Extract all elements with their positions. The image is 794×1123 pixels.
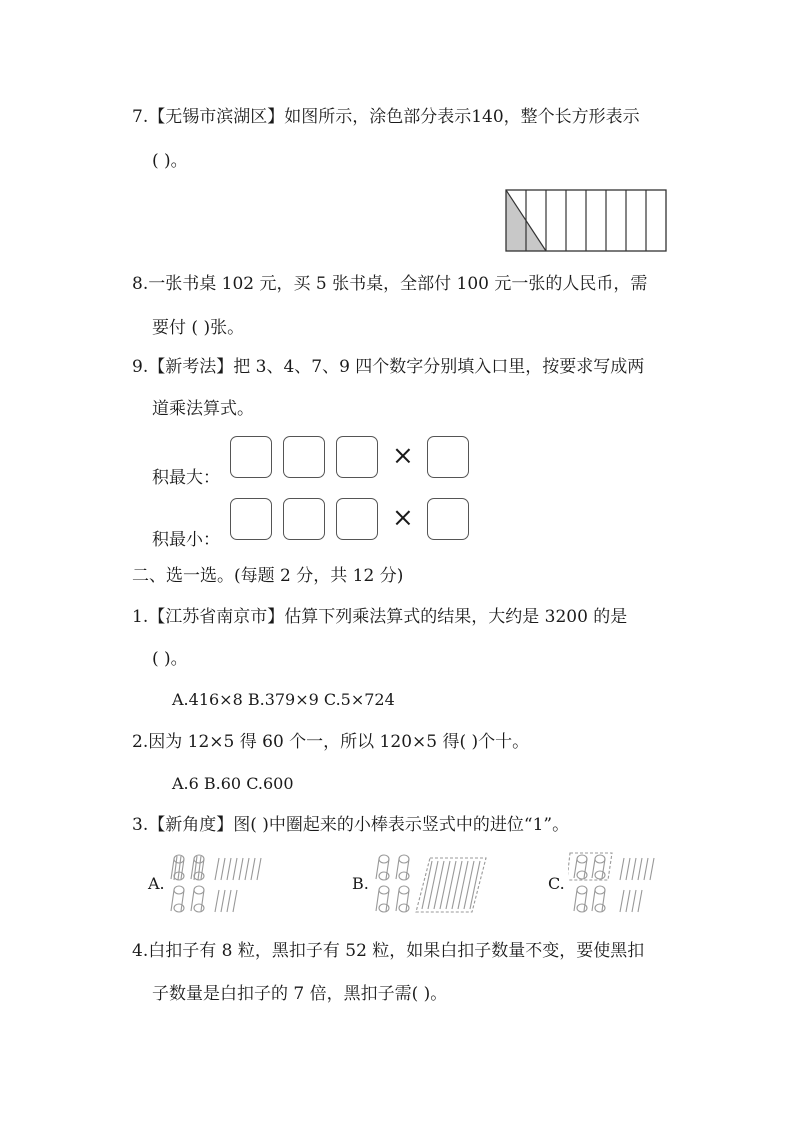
s3-option-a-sticks-image bbox=[167, 852, 267, 916]
times-sign: × bbox=[392, 503, 414, 533]
q9-line1: 9.【新考法】把 3、4、7、9 四个数字分别填入口里，按要求写成两 bbox=[132, 357, 645, 377]
q7-line1: 7.【无锡市滨湖区】如图所示，涂色部分表示140，整个长方形表示 bbox=[132, 107, 640, 127]
s1-options: A.416×8 B.379×9 C.5×724 bbox=[172, 690, 395, 709]
s3-option-a-label: A. bbox=[148, 874, 165, 893]
q9-line2: 道乘法算式。 bbox=[152, 399, 254, 419]
s4-line2: 子数量是白扣子的 7 倍，黑扣子需( )。 bbox=[152, 984, 448, 1004]
answer-box[interactable] bbox=[283, 498, 325, 540]
s2-options: A.6 B.60 C.600 bbox=[172, 774, 294, 793]
s4-line1: 4.白扣子有 8 粒，黑扣子有 52 粒，如果白扣子数量不变，要使黑扣 bbox=[132, 941, 645, 961]
q8-line1: 8.一张书桌 102 元，买 5 张书桌，全部付 100 元一张的人民币，需 bbox=[132, 274, 648, 294]
s3-option-c-label: C. bbox=[548, 874, 565, 893]
answer-box[interactable] bbox=[230, 436, 272, 478]
answer-box[interactable] bbox=[427, 436, 469, 478]
q7-answer-blank: ( )。 bbox=[152, 151, 188, 171]
s3-option-b-sticks-image bbox=[372, 852, 488, 916]
times-sign: × bbox=[392, 441, 414, 471]
q7-rectangle-figure bbox=[505, 189, 669, 253]
answer-box[interactable] bbox=[230, 498, 272, 540]
q8-line2: 要付 ( )张。 bbox=[152, 318, 245, 338]
q9-min-label: 积最小： bbox=[152, 530, 220, 550]
s1-line1: 1.【江苏省南京市】估算下列乘法算式的结果，大约是 3200 的是 bbox=[132, 607, 628, 627]
answer-box[interactable] bbox=[427, 498, 469, 540]
s3-line1: 3.【新角度】图( )中圈起来的小棒表示竖式中的进位“1”。 bbox=[132, 815, 570, 835]
answer-box[interactable] bbox=[336, 498, 378, 540]
answer-box[interactable] bbox=[336, 436, 378, 478]
s3-option-c-sticks-image bbox=[568, 850, 674, 916]
s2-line1: 2.因为 12×5 得 60 个一，所以 120×5 得( )个十。 bbox=[132, 732, 530, 752]
section-heading: 二、选一选。(每题 2 分，共 12 分) bbox=[132, 566, 404, 586]
s1-line2: ( )。 bbox=[152, 649, 188, 669]
s3-option-b-label: B. bbox=[352, 874, 369, 893]
q9-max-label: 积最大： bbox=[152, 468, 220, 488]
answer-box[interactable] bbox=[283, 436, 325, 478]
